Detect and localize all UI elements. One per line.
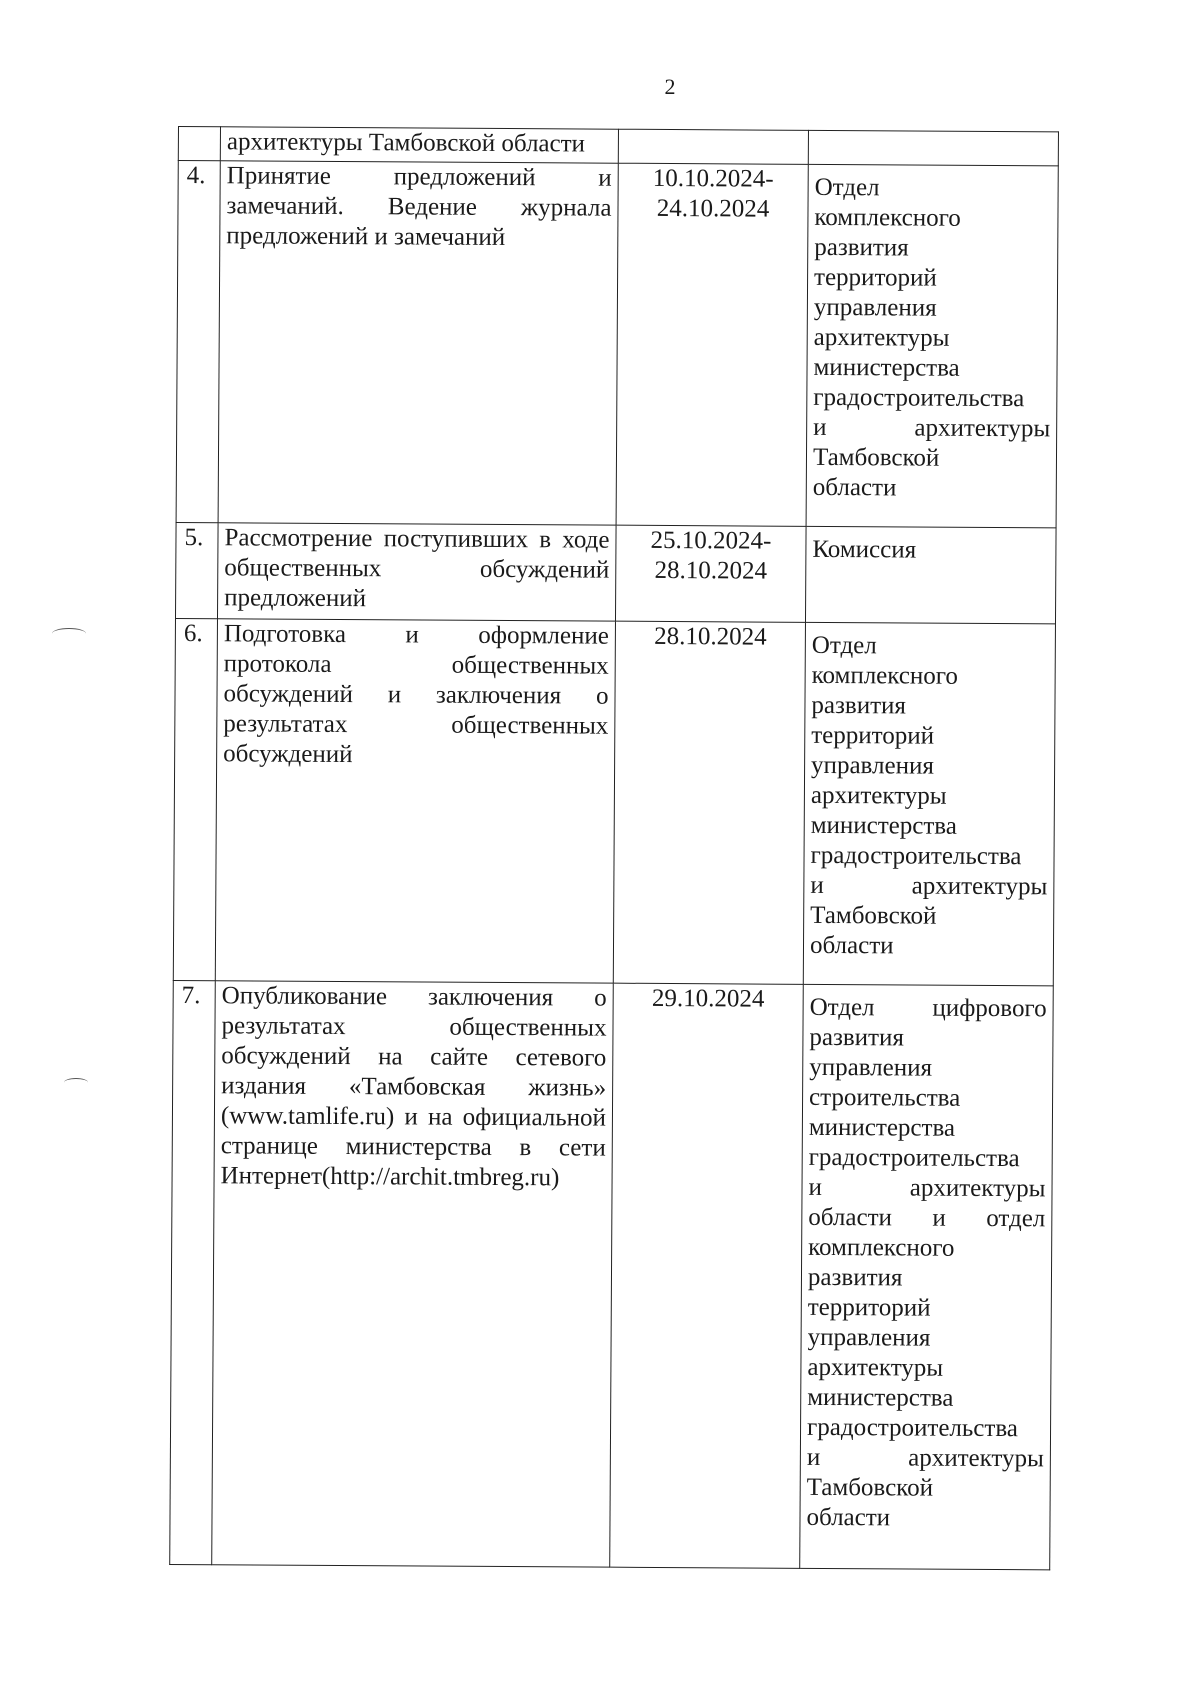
date-start: 25.10.2024- xyxy=(650,526,772,555)
responsible-line: управления xyxy=(811,751,934,780)
responsible-line: Комиссия xyxy=(812,535,917,564)
table-row xyxy=(176,161,1058,528)
responsible-line: Отдел xyxy=(814,173,880,202)
row-number: 4. xyxy=(176,161,220,523)
date-cell xyxy=(618,129,808,164)
responsible-line: градостроительства xyxy=(808,1143,1020,1173)
responsible-line: управления xyxy=(807,1323,931,1352)
date-cell xyxy=(615,525,806,622)
event-text: Опубликование заключения о результатах общественных обсуждений на сайте сетевого издания «Тамбовская жизнь» (www.tamlife.ru) и на официальной странице министерства в сети Интернет(http://archit.tmbreg.ru) xyxy=(212,981,614,1567)
responsible-line: и архитектуры xyxy=(806,1443,1044,1473)
row-number-cell xyxy=(178,127,220,161)
responsible-line: градостроительства xyxy=(806,1413,1019,1443)
responsible-line: Тамбовской xyxy=(810,901,937,930)
responsible-line: градостроительства xyxy=(813,383,1025,413)
date-cell xyxy=(616,163,808,526)
responsible-line: управления xyxy=(809,1053,933,1082)
responsible-cell xyxy=(806,164,1058,528)
responsible-line: архитектуры xyxy=(810,781,947,810)
responsible-line: министерства xyxy=(808,1113,956,1142)
responsible-line: области и отдел xyxy=(808,1203,1046,1233)
responsible-cell xyxy=(805,526,1056,624)
date-end: 28.10.2024 xyxy=(654,556,768,585)
date-cell xyxy=(613,621,805,984)
responsible-line: строительства xyxy=(808,1083,961,1112)
row-number: 7. xyxy=(170,980,216,1564)
responsible-line: министерства xyxy=(810,811,957,840)
responsible-line: Отдел цифрового xyxy=(809,993,1047,1023)
date-single: 28.10.2024 xyxy=(654,622,767,651)
date-end: 24.10.2024 xyxy=(656,194,770,223)
responsible-cell xyxy=(800,984,1054,1570)
responsible-line: развития xyxy=(809,1023,904,1052)
responsible-line: Тамбовской xyxy=(806,1473,934,1502)
responsible-line: управления xyxy=(813,293,937,322)
responsible-line: территорий xyxy=(811,721,935,750)
responsible-line: комплексного xyxy=(811,661,959,690)
table-row xyxy=(175,522,1056,623)
table-row xyxy=(170,980,1054,1569)
responsible-line: территорий xyxy=(807,1293,931,1322)
responsible-line: и архитектуры xyxy=(808,1173,1046,1203)
responsible-line: области xyxy=(812,473,897,502)
scan-mark xyxy=(64,1078,88,1087)
event-text: Рассмотрение поступивших в ходе общественных обсуждений предложений xyxy=(217,523,616,621)
responsible-line: территорий xyxy=(814,263,937,292)
responsible-line: министерства xyxy=(807,1383,954,1412)
responsible-line: Отдел xyxy=(811,631,877,660)
responsible-line: развития xyxy=(814,233,909,262)
responsible-line: развития xyxy=(811,691,907,720)
responsible-line: области xyxy=(809,931,894,960)
responsible-cell xyxy=(808,130,1058,166)
responsible-line: градостроительства xyxy=(810,841,1022,871)
row-number: 6. xyxy=(173,618,217,980)
responsible-line: развития xyxy=(807,1263,903,1292)
scan-mark xyxy=(52,628,86,639)
responsible-line: комплексного xyxy=(814,203,961,232)
date-cell xyxy=(610,983,804,1568)
date-start: 10.10.2024- xyxy=(652,164,774,193)
date-single: 29.10.2024 xyxy=(651,984,765,1013)
table-row xyxy=(173,618,1055,985)
responsible-line: области xyxy=(806,1503,891,1532)
row-number: 5. xyxy=(175,522,218,618)
responsible-line: и архитектуры xyxy=(810,871,1048,901)
responsible-line: архитектуры xyxy=(807,1353,944,1382)
events-table xyxy=(169,126,1059,1570)
responsible-line: и архитектуры xyxy=(813,413,1051,443)
responsible-line: комплексного xyxy=(808,1233,955,1262)
table-row-continuation xyxy=(178,127,1058,166)
page-number: 2 xyxy=(664,74,676,99)
responsible-line: министерства xyxy=(813,353,960,382)
event-cell: архитектуры Тамбовской области xyxy=(220,127,618,163)
responsible-line: Тамбовской xyxy=(812,443,940,472)
event-text: Подготовка и оформление протокола общественных обсуждений и заключения о результатах общественных обсуждений xyxy=(215,619,615,983)
responsible-line: архитектуры xyxy=(813,323,950,352)
event-text: Принятие предложений и замечаний. Ведение журнала предложений и замечаний xyxy=(218,161,618,525)
responsible-cell xyxy=(803,622,1055,986)
